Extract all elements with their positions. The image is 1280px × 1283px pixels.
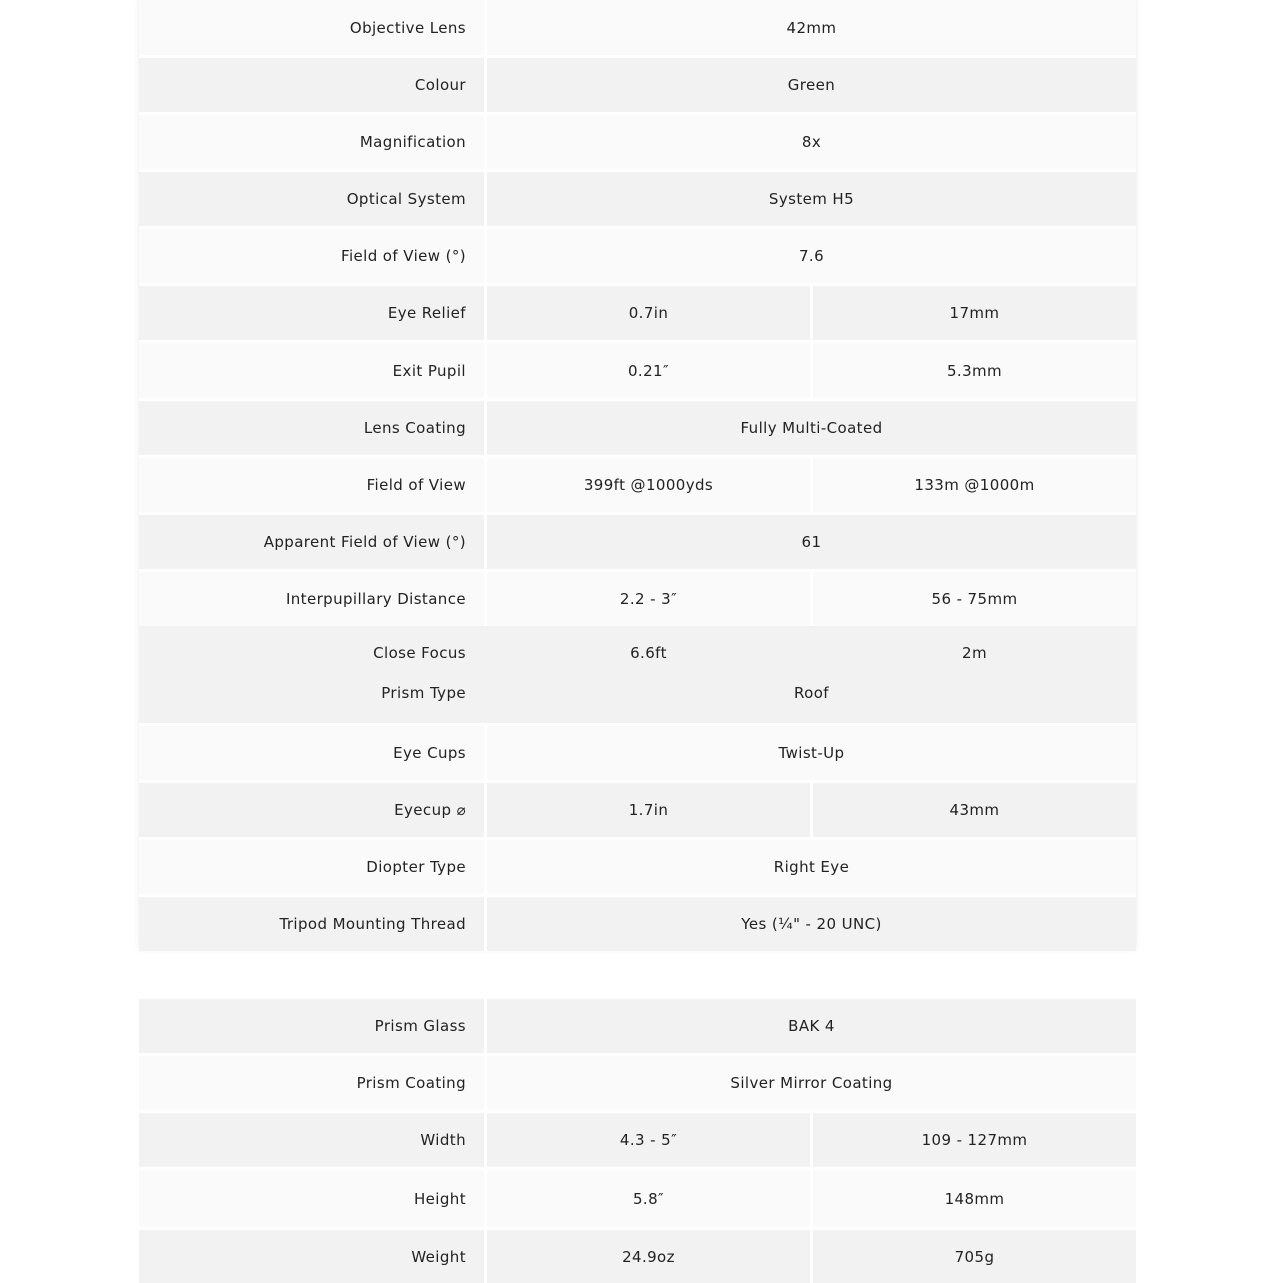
spec-label: Prism Glass — [139, 999, 484, 1053]
spec-value: Silver Mirror Coating — [487, 1056, 1136, 1110]
spec-value: 42mm — [487, 0, 1136, 55]
spec-label: Close Focus — [139, 626, 484, 670]
spec-row-apparent-field-of-view — [139, 515, 1136, 569]
spec-value-imperial: 0.21″ — [487, 343, 810, 398]
spec-value: Right Eye — [487, 840, 1136, 894]
spec-label: Eye Relief — [139, 286, 484, 340]
spec-value: 7.6 — [487, 229, 1136, 283]
spec-value-metric: 56 - 75mm — [813, 572, 1136, 626]
spec-value-metric: 705g — [813, 1230, 1136, 1283]
spec-row-optical-system — [139, 172, 1136, 226]
spec-label: Prism Type — [139, 670, 484, 723]
spec-row-height — [139, 1170, 1136, 1227]
spec-value-metric: 148mm — [813, 1170, 1136, 1227]
spec-value-metric: 2m — [813, 626, 1136, 670]
spec-label: Optical System — [139, 172, 484, 226]
spec-label: Field of View — [139, 458, 484, 512]
spec-value-metric: 17mm — [813, 286, 1136, 340]
spec-value: Fully Multi-Coated — [487, 401, 1136, 455]
specifications-table — [139, 0, 1136, 951]
spec-row-tripod-mounting-thread — [139, 897, 1136, 951]
spec-value: 8x — [487, 115, 1136, 169]
spec-label: Interpupillary Distance — [139, 572, 484, 626]
spec-value-imperial: 4.3 - 5″ — [487, 1113, 810, 1167]
spec-row-width — [139, 1113, 1136, 1167]
spec-value: 61 — [487, 515, 1136, 569]
spec-row-prism-glass — [139, 999, 1136, 1053]
spec-value-imperial: 0.7in — [487, 286, 810, 340]
spec-label: Colour — [139, 58, 484, 112]
physical-specifications-table — [139, 999, 1136, 1283]
spec-value-imperial: 1.7in — [487, 783, 810, 837]
spec-label: Apparent Field of View (°) — [139, 515, 484, 569]
spec-row-objective-lens — [139, 0, 1136, 55]
spec-label: Objective Lens — [139, 0, 484, 55]
spec-label: Height — [139, 1170, 484, 1227]
spec-label: Diopter Type — [139, 840, 484, 894]
spec-label: Field of View (°) — [139, 229, 484, 283]
spec-value: Green — [487, 58, 1136, 112]
spec-row-interpupillary-distance — [139, 572, 1136, 626]
spec-row-colour — [139, 58, 1136, 112]
spec-value-metric: 43mm — [813, 783, 1136, 837]
spec-label: Eye Cups — [139, 726, 484, 780]
spec-value: Twist-Up — [487, 726, 1136, 780]
spec-value-imperial: 24.9oz — [487, 1230, 810, 1283]
spec-row-lens-coating — [139, 401, 1136, 455]
spec-label: Width — [139, 1113, 484, 1167]
spec-row-weight — [139, 1230, 1136, 1283]
spec-value-imperial: 6.6ft — [487, 626, 810, 670]
spec-label: Exit Pupil — [139, 343, 484, 398]
spec-value: BAK 4 — [487, 999, 1136, 1053]
spec-row-close-focus — [139, 626, 1136, 670]
spec-row-exit-pupil — [139, 343, 1136, 398]
spec-row-field-of-view-degrees — [139, 229, 1136, 283]
spec-value-metric: 133m @1000m — [813, 458, 1136, 512]
spec-row-prism-type — [139, 670, 1136, 723]
spec-label: Tripod Mounting Thread — [139, 897, 484, 951]
spec-value-imperial: 399ft @1000yds — [487, 458, 810, 512]
spec-row-diopter-type — [139, 840, 1136, 894]
spec-value-imperial: 5.8″ — [487, 1170, 810, 1227]
spec-label: Magnification — [139, 115, 484, 169]
spec-row-eye-cups — [139, 726, 1136, 780]
spec-row-prism-coating — [139, 1056, 1136, 1110]
spec-group-close-focus-prism-type — [139, 626, 1136, 723]
spec-value-metric: 5.3mm — [813, 343, 1136, 398]
spec-value: System H5 — [487, 172, 1136, 226]
spec-value-metric: 109 - 127mm — [813, 1113, 1136, 1167]
spec-row-magnification — [139, 115, 1136, 169]
spec-label: Lens Coating — [139, 401, 484, 455]
spec-label: Weight — [139, 1230, 484, 1283]
spec-value: Roof — [487, 670, 1136, 723]
spec-label: Prism Coating — [139, 1056, 484, 1110]
spec-row-eyecup-diameter — [139, 783, 1136, 837]
spec-value: Yes (¼" - 20 UNC) — [487, 897, 1136, 951]
spec-row-field-of-view — [139, 458, 1136, 512]
spec-row-eye-relief — [139, 286, 1136, 340]
spec-label: Eyecup ⌀ — [139, 783, 484, 837]
spec-value-imperial: 2.2 - 3″ — [487, 572, 810, 626]
